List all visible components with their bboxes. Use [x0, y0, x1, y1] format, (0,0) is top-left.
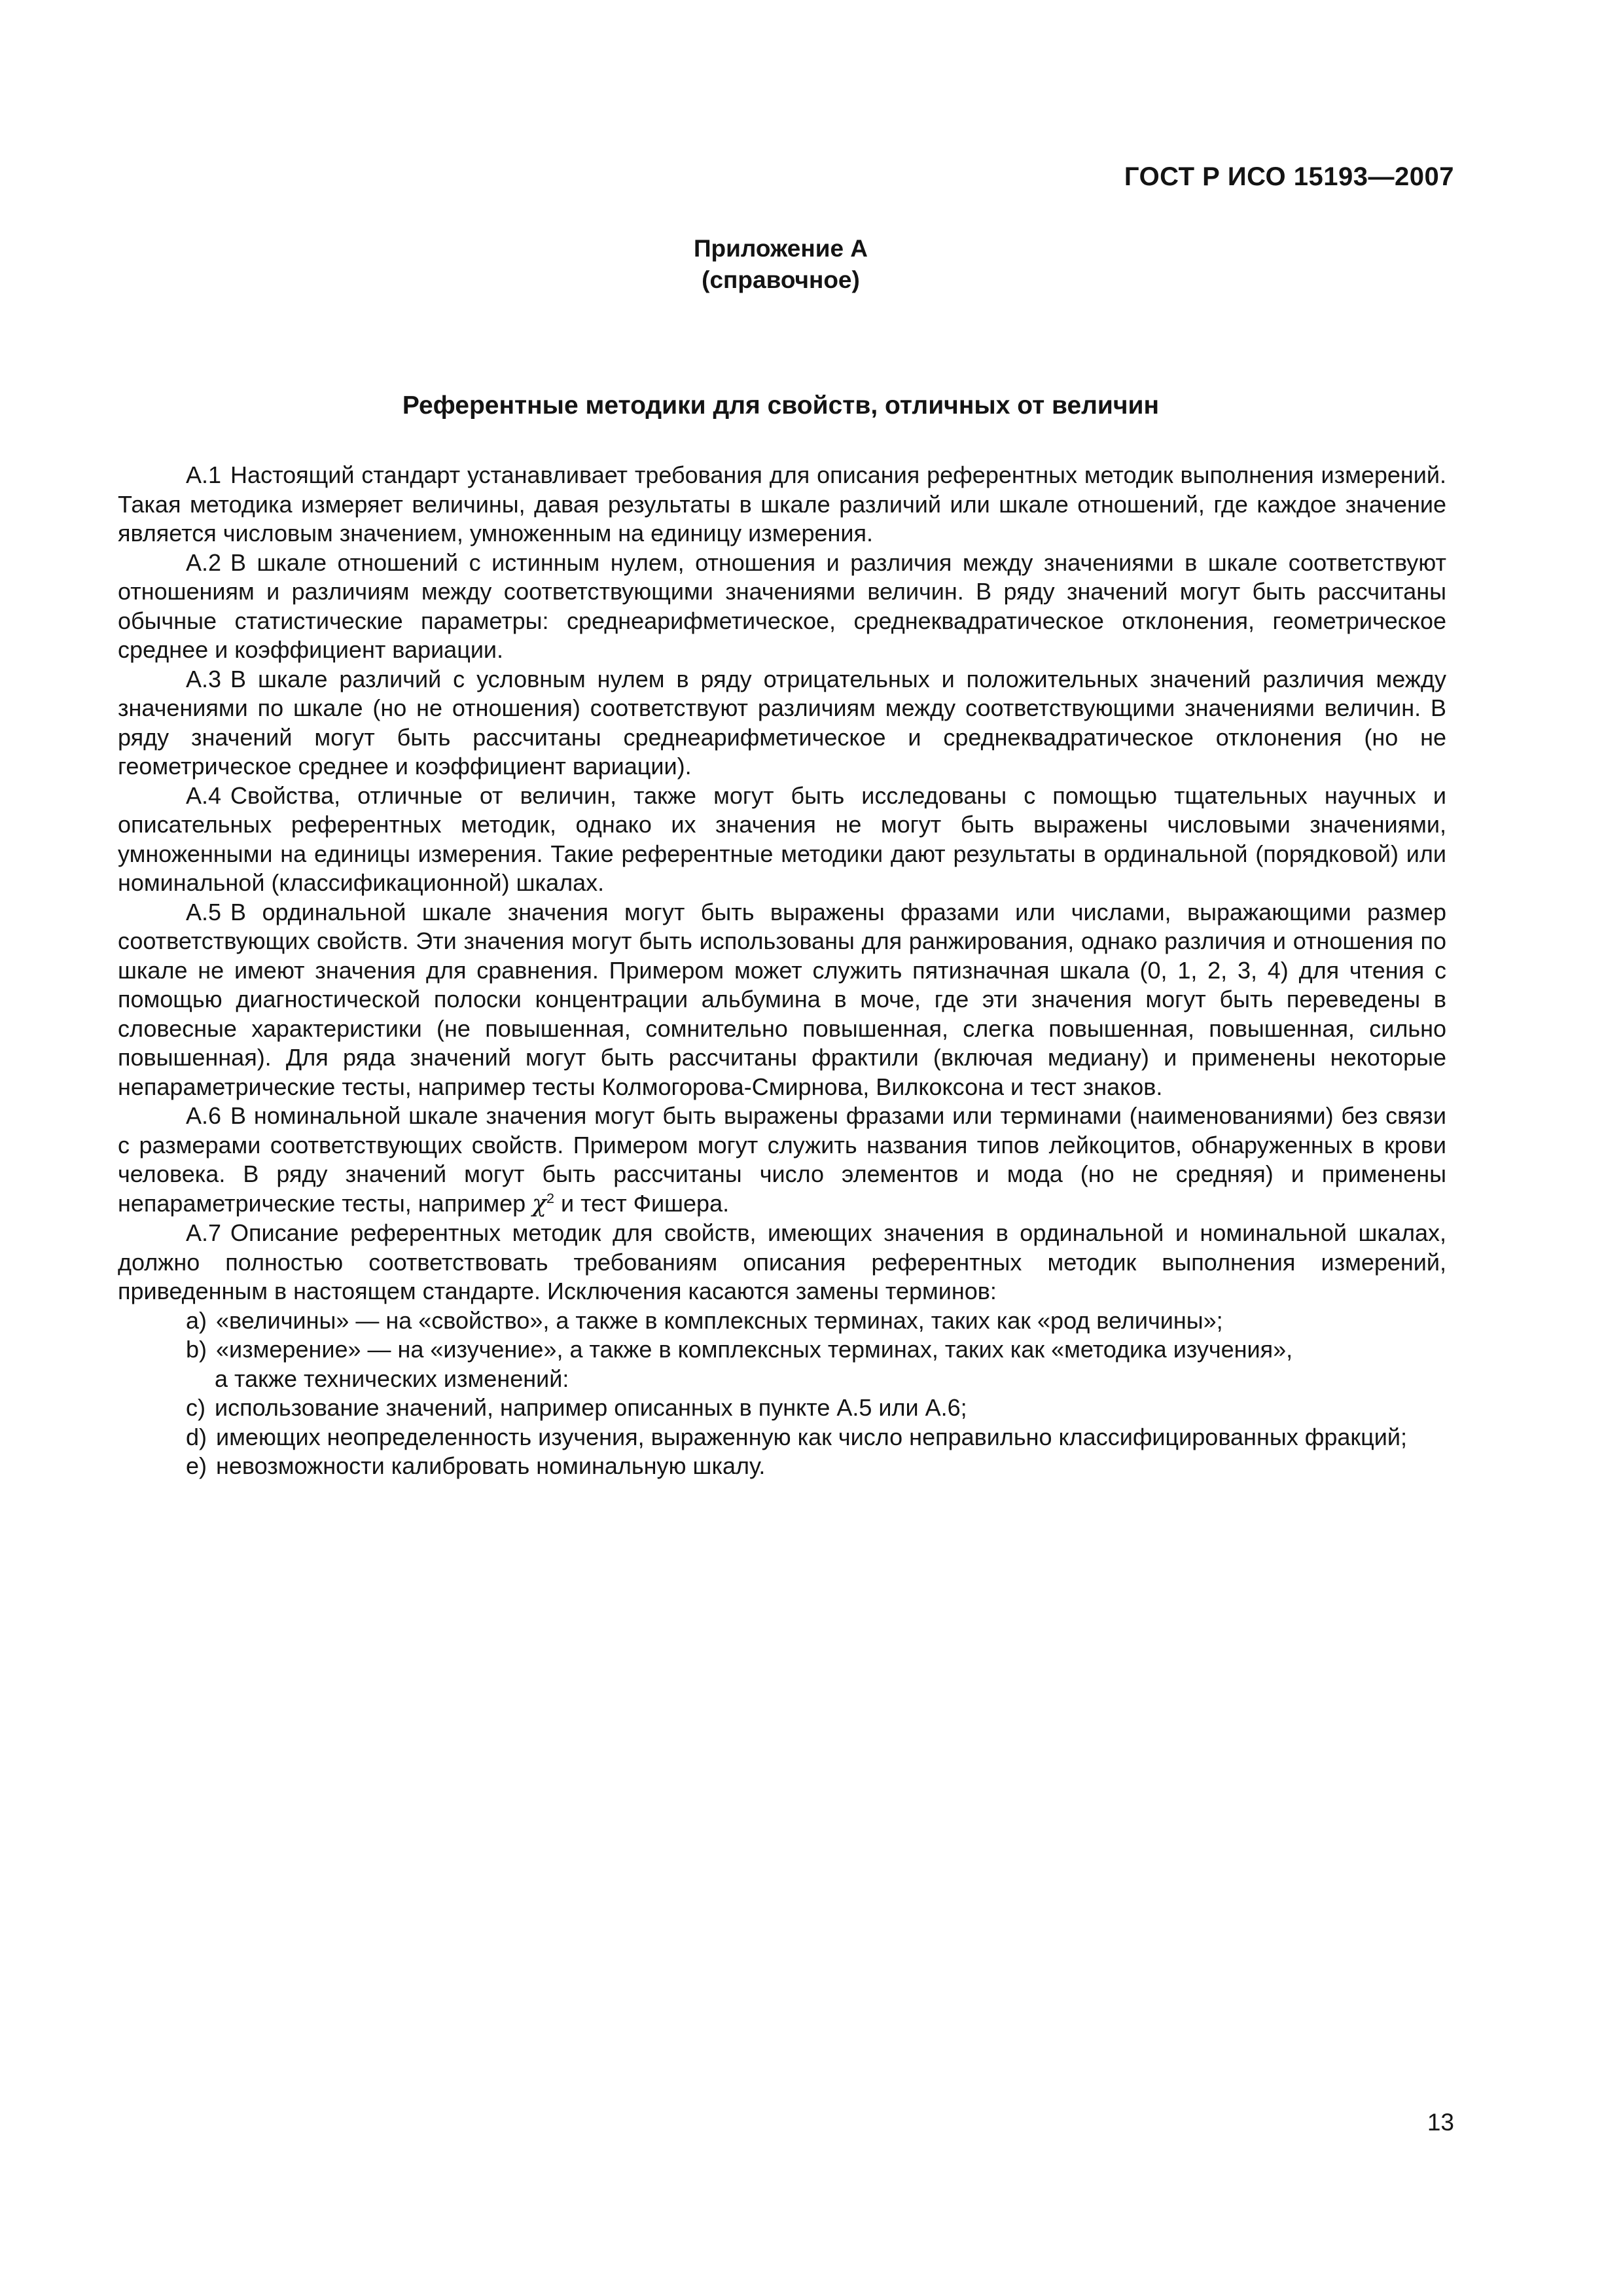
chi-square-power: 2: [546, 1189, 554, 1206]
list-item-text: «величины» — на «свойство», а также в комплексных терминах, таких как «род величины»;: [216, 1306, 1223, 1334]
paragraph-a7: [118, 1219, 1446, 1306]
list-item: [118, 1306, 1446, 1336]
paragraph-text: В шкале отношений с истинным нулем, отношения и различия между значениями в шкале соответствуют отношениям и различиям между соответствующими значениями величин. В ряду значений могут быть рассчитаны обычные статистические параметры: среднеарифметическое, среднеквадратическое отклонения, геометрическое среднее и коэффициент вариации.: [118, 548, 1446, 663]
list-marker: c): [186, 1394, 205, 1421]
paragraph-number: А.6: [186, 1102, 222, 1129]
appendix-heading: [0, 233, 1561, 296]
paragraph-text-end: и тест Фишера.: [554, 1189, 730, 1217]
chi-square-symbol: χ: [532, 1190, 546, 1217]
list-item: [118, 1423, 1446, 1452]
list-item-continuation: [118, 1365, 1446, 1394]
paragraph-text: Настоящий стандарт устанавливает требования для описания референтных методик выполнения измерений. Такая методика измеряет величины, давая результаты в шкале различий или шкале отношений, где каждое значение является числовым значением, умноженным на единицу измерения.: [118, 461, 1446, 547]
paragraph-number: А.4: [186, 781, 222, 809]
list-marker: d): [186, 1423, 207, 1450]
paragraph-text: Свойства, отличные от величин, также могут быть исследованы с помощью тщательных научных и описательных референтных методик, однако их значения не могут быть выражены числовыми значениями, умноженными на единицы измерения. Такие референтные методики дают результаты в ординальной (порядковой) или номинальной (классификационной) шкалах.: [118, 781, 1446, 896]
paragraph-a1: [118, 461, 1446, 548]
list-item-text: имеющих неопределенность изучения, выраженную как число неправильно классифицированных фракций;: [216, 1423, 1407, 1450]
paragraph-a2: [118, 548, 1446, 665]
body-text: [118, 461, 1446, 1481]
list-item: [118, 1452, 1446, 1481]
paragraph-a5: [118, 898, 1446, 1102]
page-number: 13: [1427, 2109, 1454, 2136]
paragraph-a4: [118, 781, 1446, 898]
section-title: Референтные методики для свойств, отличных от величин: [402, 391, 1160, 420]
list-item-text: а также технических изменений:: [215, 1365, 569, 1392]
standard-designation: ГОСТ Р ИСО 15193—2007: [1124, 162, 1454, 191]
paragraph-number: А.5: [186, 898, 222, 925]
paragraph-text: В номинальной шкале значения могут быть выражены фразами или терминами (наименованиями) без связи с размерами соответствующих свойств. Примером могут служить названия типов лейкоцитов, обнаруженных в крови человека. В ряду значений могут быть рассчитаны число элементов и мода (но не средняя) и применены непараметрические тесты, например: [118, 1102, 1446, 1217]
list-item: [118, 1335, 1446, 1365]
appendix-status: (справочное): [702, 266, 860, 293]
paragraph-text: Описание референтных методик для свойств, имеющих значения в ординальной и номинальной шкалах, должно полностью соответствовать требованиям описания референтных методик выполнения измерений, приведенным в настоящем стандарте. Исключения касаются замены терминов:: [118, 1219, 1446, 1304]
list-item-text: «измерение» — на «изучение», а также в комплексных терминах, таких как «методика изучения»,: [216, 1336, 1293, 1363]
paragraph-number: А.1: [186, 461, 222, 488]
exceptions-list: [118, 1306, 1446, 1481]
paragraph-text: В ординальной шкале значения могут быть выражены фразами или числами, выражающими размер соответствующих свойств. Эти значения могут быть использованы для ранжирования, однако различия и отношения по шкале не имеют значения для сравнения. Примером может служить пятизначная шкала (0, 1, 2, 3, 4) для чтения с помощью диагностической полоски концентрации альбумина в моче, где эти значения могут быть переведены в словесные характеристики (не повышенная, сомнительно повышенная, слегка повышенная, повышенная, сильно повышенная). Для ряда значений могут быть рассчитаны фрактили (включая медиану) и применены некоторые непараметрические тесты, например тесты Колмогорова-Смирнова, Вилкоксона и тест знаков.: [118, 898, 1446, 1100]
paragraph-number: А.3: [186, 665, 222, 692]
paragraph-number: А.2: [186, 548, 222, 576]
paragraph-a6: [118, 1102, 1446, 1219]
list-item-text: использование значений, например описанных в пункте А.5 или А.6;: [215, 1394, 967, 1421]
list-item: [118, 1393, 1446, 1423]
list-marker: b): [186, 1336, 207, 1363]
paragraph-number: А.7: [186, 1219, 222, 1246]
appendix-title: Приложение А: [693, 235, 868, 262]
list-item-text: невозможности калибровать номинальную шкалу.: [216, 1452, 766, 1479]
list-marker: e): [186, 1452, 207, 1479]
list-marker: а): [186, 1306, 207, 1334]
paragraph-a3: [118, 665, 1446, 781]
paragraph-text: В шкале различий с условным нулем в ряду отрицательных и положительных значений различия между значениями по шкале (но не отношения) соответствуют различиям между соответствующими значениями величин. В ряду значений могут быть рассчитаны среднеарифметическое и среднеквадратическое отклонения (но не геометрическое среднее и коэффициент вариации).: [118, 665, 1446, 780]
